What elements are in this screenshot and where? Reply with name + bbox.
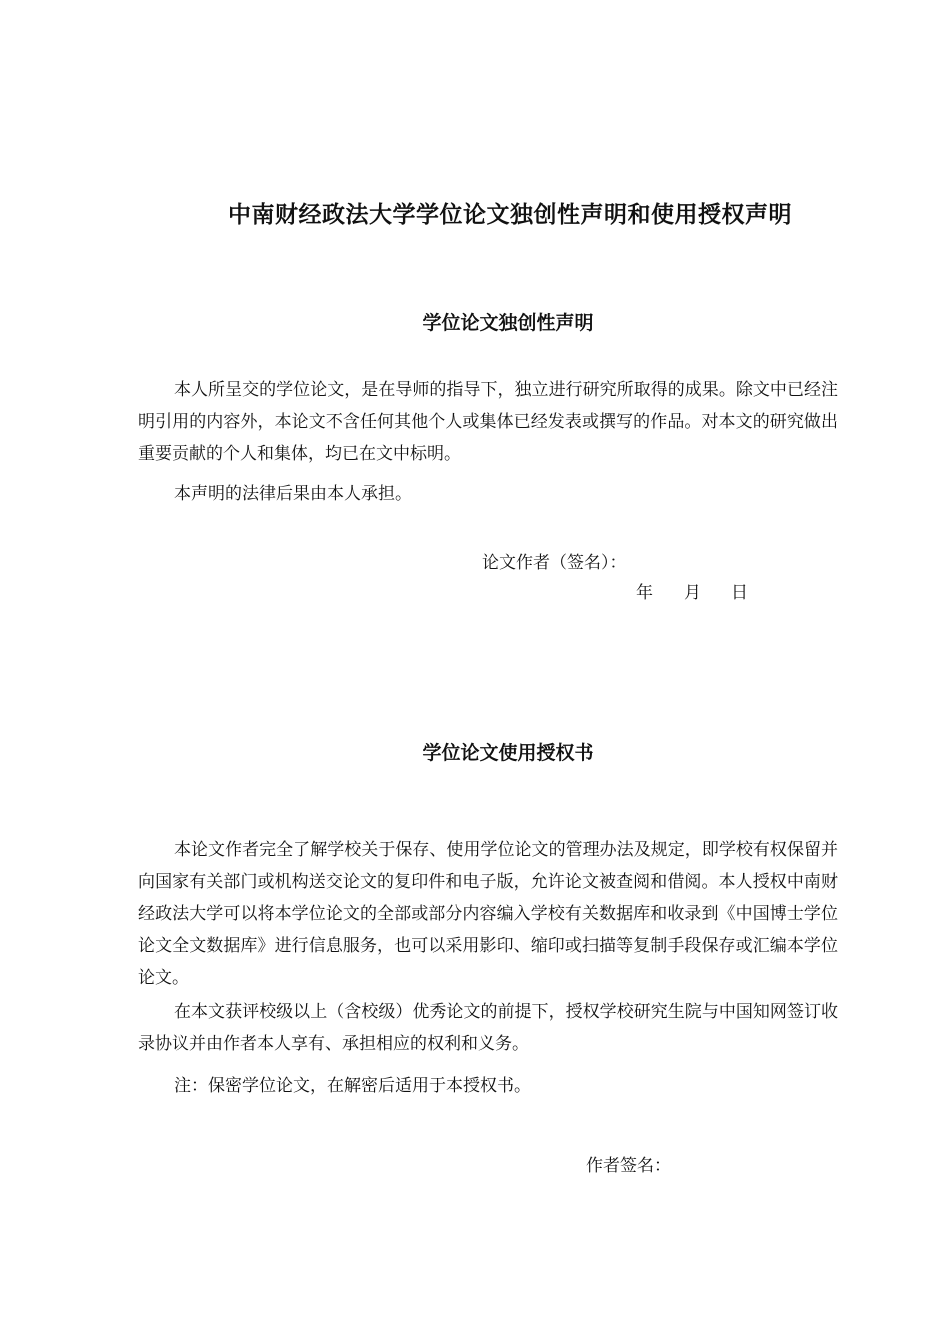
date-month-label: 月	[684, 583, 701, 603]
authorization-paragraph-1: 本论文作者完全了解学校关于保存、使用学位论文的管理办法及规定，即学校有权保留并向国家有关部门或机构送交论文的复印件和电子版，允许论文被查阅和借阅。本人授权中南财经政法大学可以将本学位论文的全部或部分内容编入学校有关数据库和收录到《中国博士学位论文全文数据库》进行信息服务，也可以采用影印、缩印或扫描等复制手段保存或汇编本学位论文。	[138, 840, 838, 988]
page-title: 中南财经政法大学学位论文独创性声明和使用授权声明	[228, 202, 792, 228]
authorization-paragraph-2: 在本文获评校级以上（含校级）优秀论文的前提下，授权学校研究生院与中国知网签订收录协议并由作者本人享有、承担相应的权利和义务。	[138, 1002, 838, 1054]
originality-paragraph-1: 本人所呈交的学位论文，是在导师的指导下，独立进行研究所取得的成果。除文中已经注明引用的内容外，本论文不含任何其他个人或集体已经发表或撰写的作品。对本文的研究做出重要贡献的个人和集体，均已在文中标明。	[138, 380, 838, 464]
originality-heading: 学位论文独创性声明	[422, 312, 594, 334]
date-day-label: 日	[731, 583, 748, 603]
date-year-label: 年	[636, 583, 653, 603]
originality-paragraph-2: 本声明的法律后果由本人承担。	[174, 484, 412, 504]
authorization-note: 注：保密学位论文，在解密后适用于本授权书。	[174, 1076, 531, 1096]
originality-author-signature-label: 论文作者（签名）：	[482, 553, 627, 573]
authorization-heading: 学位论文使用授权书	[422, 742, 594, 764]
authorization-author-signature-label: 作者签名：	[586, 1156, 671, 1176]
